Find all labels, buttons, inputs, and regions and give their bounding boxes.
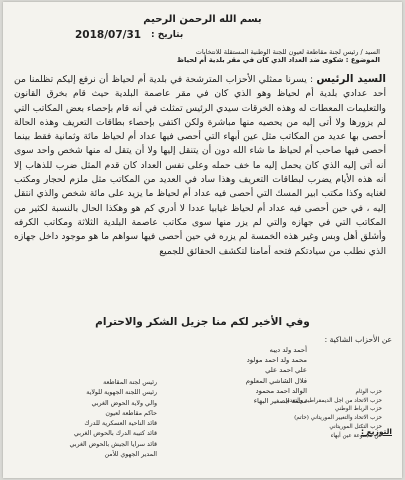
distribution-item: حاكم مقاطعة لعيون	[105, 409, 157, 417]
signatory-name: علي احمد علي	[265, 366, 307, 375]
basmala: بسم الله الرحمن الرحيم	[143, 14, 262, 25]
party-name: حزب الرباط الوطني	[334, 406, 382, 413]
party-list	[232, 388, 382, 440]
salutation: السيد الرئيس	[316, 73, 387, 85]
distribution-item: والي ولاية الحوض الغربي	[91, 399, 157, 407]
subject-line: الموضوع : شكوى ضد العداد الذي كان في مقر بلدية أم لحياظ	[176, 56, 380, 64]
signatory-name: أحمد ولد ديبه	[269, 346, 307, 354]
party-name: حزب الاتحاد من اجل الديمقراطية والتقدم	[286, 397, 382, 404]
distribution-item: رئيس لجنة المقاطعة	[103, 379, 157, 386]
complaint-letter	[3, 2, 402, 478]
letter-date: 2018/07/31	[75, 29, 142, 41]
party-name: عن مجموعة عين أبهاء	[330, 432, 382, 439]
distribution-item: قائد سرايا الجيش بالحوض الغربي	[69, 440, 157, 448]
signatory-name: الوالد احمد محمود	[255, 386, 307, 395]
signatory-name: محمد ولد احمد مولود	[246, 356, 307, 365]
distribution-item: المدير الجهوي للأمن	[104, 451, 157, 459]
party-name: حزب الوئام	[355, 389, 382, 395]
signatories-heading: عن الأحزاب الشاكية :	[324, 335, 392, 344]
signatory-name: محمد الصغير البهاء	[253, 397, 307, 406]
signatory-name: فلال الشاشي المعلوم	[245, 376, 307, 385]
distribution-item: قائد الناحية العسكرية للدرك	[84, 420, 157, 428]
distribution-item: قائد كتيبة الدرك بالحوض الغربي	[74, 430, 157, 438]
party-name: حزب الاتحاد والتغيير الموريتاني (حاتم)	[294, 415, 382, 422]
addressee-line: السيد / رئيس لجنة مقاطعة لعيون للجنة الوطنية المستقلة للانتخابات	[195, 48, 380, 56]
distribution-heading: التوزيع :	[360, 427, 392, 436]
distribution-item: رئيس اللجنة الجهوية للولاية	[86, 389, 157, 397]
letter-body	[14, 72, 386, 259]
party-name: حزب التكتل الموريتاني	[329, 423, 382, 430]
body-text: : يسرنا ممثلي الأحزاب المترشحة في بلدية أم لحياظ أن نرفع إليكم تظلمنا من أحد عدادي بلدية أم لحياظ وهو الذي كان في مقر عاصمة البلدية حيث قام بخرق القانون والتعليمات المعطات له وهذه الخرقات سيدي الرئيس تمثلت في أنه قام بإحصاء بعض المكاتب التي لم يزورها ولا أتى إليه من يحصيه منها مباشرة ولكن اكتفى بإحصاء بطاقات التعريف وهذه الحالة أحصى بها عديد من المكاتب مثل عين أبهاء التي أحصى فيها عداد أم لحياظ مائة وثمانية فقط بينما أحصى فيها صاحب أم لحياظ ما شاء الله دون أن يتنقل إليها ولا أن يتقل له منها شخص واحد سوى أنه أتى إليه الذي كان يحمل إليه ما خف حمله وعلى نفس العداد كان قدم المثل ضرب للذهاب إلا أنه هذه الأيام يضرب لبطاقات التعريف وهذا ساد في العديد من المكاتب مثل ملزم لحجار ومكتب لغنايه وكذا مكتب ابير المسك التي أحصى فيه عداد أم لحياظ ما يزيد على مائة شخص والذي انتقل إليه ، في حين أحصى فيه عداد أم لحياظ غيابيا عددا لا أدري كم هو وهكذا الحال بالنسبة لكثير من المكاتب التي في جهازه والتي لم يزر منها سوى مكاتب عاصمة البلدية الثلاثة ومكاتب الكرفه وأشلق أهل وبس وغير هذه الخمسة لم يزره في حين أحصى فيها سواهم ما هو موجود داخل جهازه الذي نطلب من سيادتكم فتحه أمامنا لتكشف الحقائق للجميع	[14, 74, 386, 257]
closing-line: وفي الأخير لكم منا جزيل الشكر والاحترام	[95, 316, 310, 328]
distribution-list	[17, 378, 157, 460]
date-label: بتاريخ :	[151, 30, 184, 40]
